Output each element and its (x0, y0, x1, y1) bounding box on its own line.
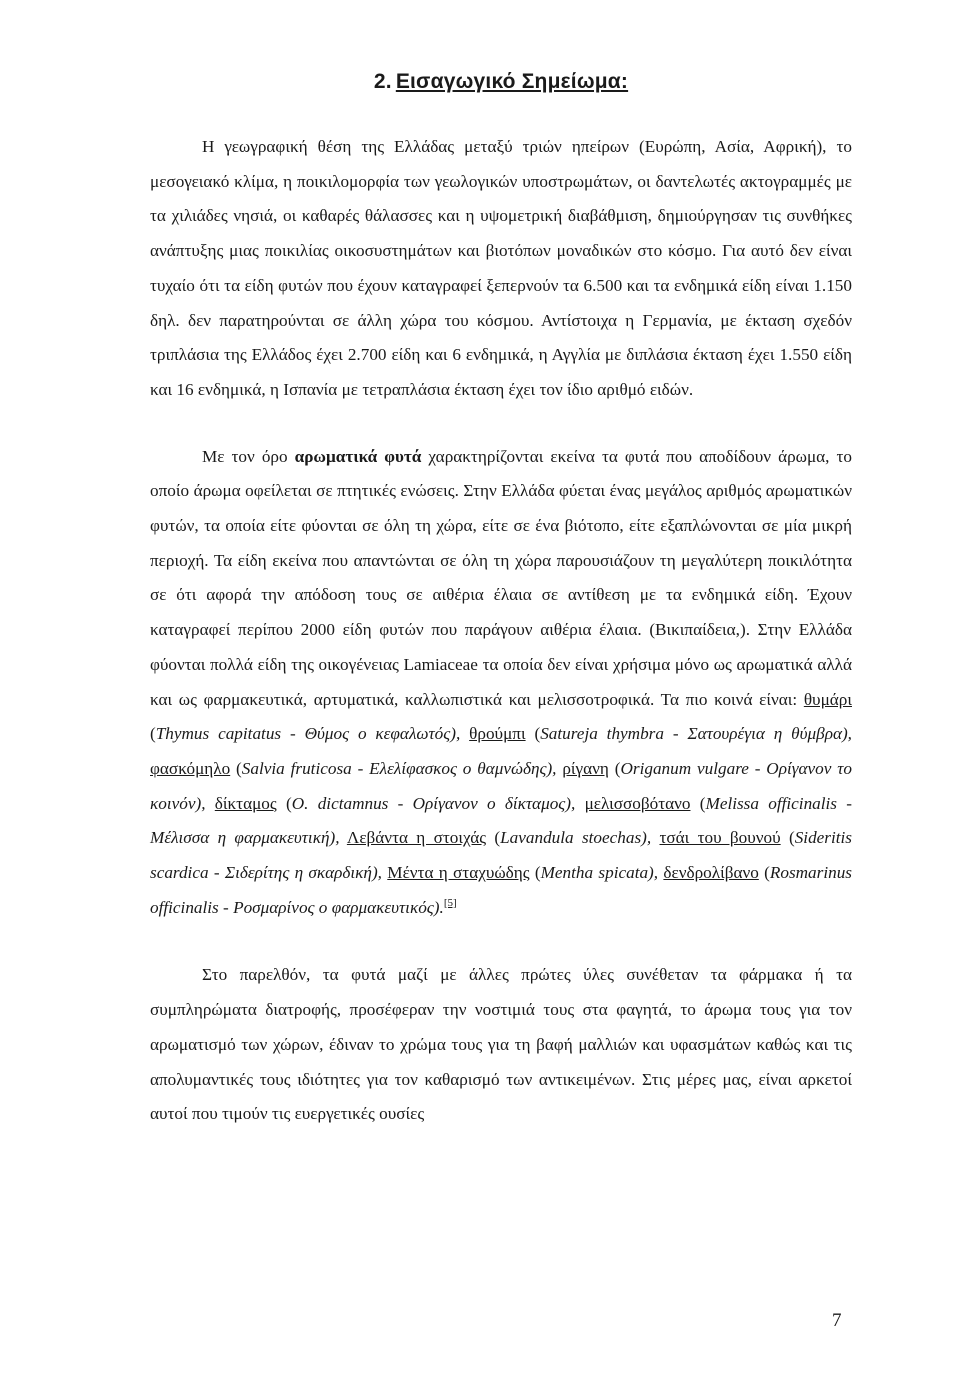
plant-name: φασκόμηλο (150, 758, 231, 778)
scientific-name: Σατουρέγια η θύμβρα), (687, 724, 852, 744)
page-number: 7 (832, 1310, 842, 1331)
paragraph-aromatic-plants: Με τον όρο αρωματικά φυτά χαρακτηρίζονται εκείνα τα φυτά που αποδίδουν άρωμα, το οποίο άρωμα οφείλεται σε πτητικές ενώσεις. Στην Ελλάδα φύεται ένας μεγάλος αριθμός αρωματικών φυτών, τα οποία είτε φύονται σε όλη τη χώρα, είτε σε ένα βιότοπο, είτε εξαπλώνονται σε μία μικρή περιοχή. Τα είδη εκείνα που απαντώνται σε όλη τη χώρα παρουσιάζουν τη μεγαλύτερη ποικιλότητα σε ότι αφορά την απόδοση τους σε αιθέρια έλαια σε αντίθεση με τα ενδημικά είδη. Έχουν καταγραφεί περίπου 2000 είδη φυτών που παράγουν αιθέρια έλαια. (Βικιπαίδεια,). Στην Ελλάδα φύονται πολλά είδη της οικογένειας Lamiaceae τα οποία δεν είναι χρήσιμα μόνο ως αρωματικά αλλά και ως φαρμακευτικά, αρτυματικά, καλλωπιστικά και μελισσοτροφικά. Τα πιο κοινά είναι: θυμάρι (Thymus capitatus - Θύμος ο κεφαλωτός), θρούμπι (Satureja thymbra - Σατουρέγια η θύμβρα), φασκόμηλο (Salvia fruticosa - Ελελίφασκος ο θαμνώδης), ρίγανη (Origanum vulgare - Ορίγανον το κοινόν), δίκταμος (O. dictamnus - Ορίγανον ο δίκταμος), μελισσοβότανο (Melissa officinalis - Μέλισσα η φαρμακευτική), Λεβάντα η στοιχάς (Lavandula stoechas), τσάι του βουνού (Sideritis scardica - Σιδερίτης η σκαρδική), Μέντα η σταχυώδης (Mentha spicata), δενδρολίβανο (Rosmarinus officinalis - Ροσμαρίνος ο φαρμακευτικός).[5] (150, 446, 853, 917)
scientific-name: Salvia fruticosa - Ελελίφασκος ο θαμνώδης), (241, 758, 557, 778)
scientific-name: Origanum vulgare - Ορίγανον το κοινόν), (150, 758, 852, 813)
plant-name: Λεβάντα η στοιχάς (346, 828, 487, 848)
scientific-name: Sideritis scardica - Σιδερίτης η σκαρδική), (150, 828, 852, 883)
plant-name: τσάι του βουνού (659, 828, 781, 848)
section-title: Εισαγωγικό Σημείωμα: (395, 70, 629, 93)
plant-name: ρίγανη (562, 758, 609, 778)
scientific-name: Thymus capitatus - Θύμος ο κεφαλωτός), (155, 724, 461, 744)
term-aromatic-plants: αρωματικά φυτά (294, 446, 422, 466)
plant-name: δενδρολίβανο (663, 863, 759, 883)
paragraph-historical-uses: Στο παρελθόν, τα φυτά μαζί με άλλες πρώτες ύλες συνέθεταν τα φάρμακα ή τα συμπληρώματα διατροφής, προσέφεραν την νοστιμιά τους στα φαγητά, το άρωμα τους για τον αρωματισμό των χώρων, έδιναν το χρώμα τους για τη βαφή μαλλιών και υφασμάτων καθώς και τις απολυμαντικές τους ιδιότητες για τον καθαρισμό των αντικειμένων. Στις μέρες μας, είναι αρκετοί αυτοί που τιμούν τις ευεργετικές ουσίες (150, 965, 852, 1124)
section-heading (150, 70, 852, 94)
plant-name: θυμάρι (803, 689, 852, 709)
scientific-name: Satureja thymbra (540, 724, 664, 744)
document-page (150, 60, 852, 1360)
plant-name: δίκταμος (214, 793, 277, 813)
scientific-name: Mentha spicata), (540, 863, 659, 883)
paragraph-intro-geography: Η γεωγραφική θέση της Ελλάδας μεταξύ τριών ηπείρων (Ευρώπη, Ασία, Αφρική), το μεσογειακό κλίμα, η ποικιλομορφία των γεωλογικών υποστρωμάτων, οι δαντελωτές ακτογραμμές με τα χιλιάδες νησιά, οι καθαρές θάλασσες και η υψομετρική διαβάθμιση, δημιούργησαν τις συνθήκες ανάπτυξης μιας ποικιλίας οικοσυστημάτων και βιοτόπων μοναδικών στο κόσμο. Για αυτό δεν είναι τυχαίο ότι τα είδη φυτών που έχουν καταγραφεί ξεπερνούν τα 6.500 και τα ενδημικά είδη είναι 1.150 δηλ. δεν παρατηρούνται σε άλλη χώρα του κόσμου. Αντίστοιχα η Γερμανία, με έκταση σχεδόν τριπλάσια της Ελλάδος έχει 2.700 είδη και 6 ενδημικά, η Αγγλία με διπλάσια έκταση έχει 1.550 είδη και 16 ενδημικά, η Ισπανία με τετραπλάσια έκταση έχει τον ίδιο αριθμό ειδών. (150, 137, 852, 399)
citation-reference: [5] (443, 896, 457, 909)
scientific-name: O. dictamnus - Ορίγανον ο δίκταμος), (291, 793, 576, 813)
scientific-name: Lavandula stoechas), (500, 828, 652, 848)
section-number: 2. (373, 70, 392, 93)
scientific-name: Melissa officinalis - Μέλισσα η φαρμακευτική), (150, 793, 852, 848)
plant-name: μελισσοβότανο (584, 793, 691, 813)
scientific-name: Rosmarinus officinalis - Ροσμαρίνος ο φαρμακευτικός). (150, 863, 852, 917)
plant-name: Μέντα η σταχυώδης (387, 863, 530, 883)
plant-name: θρούμπι (469, 724, 526, 744)
